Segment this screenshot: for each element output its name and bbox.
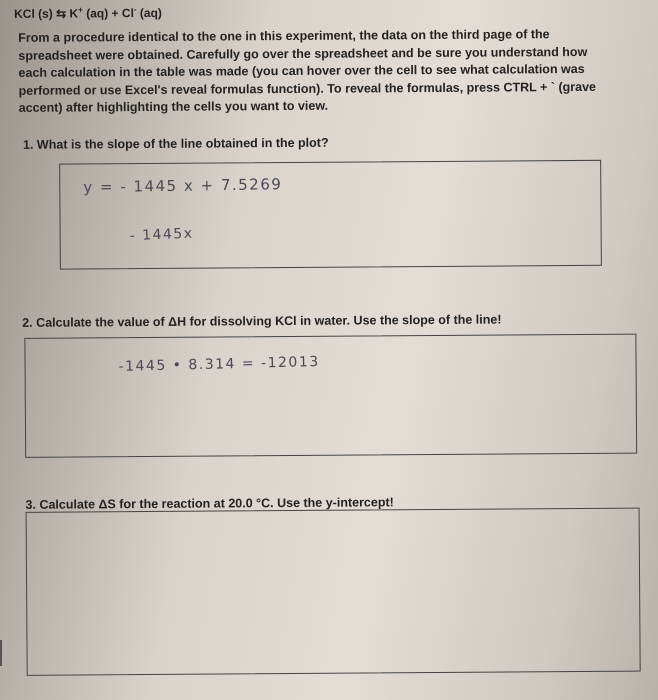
equation-reactant: KCl (s): [14, 6, 53, 21]
equation-chloride-state: (aq): [139, 5, 162, 21]
reaction-equation: [14, 5, 162, 21]
equilibrium-arrow-icon: ⇆: [56, 6, 67, 21]
question-1-prompt: 1. What is the slope of the line obtained in the plot?: [22, 135, 329, 152]
instructions-paragraph: From a procedure identical to the one in this experiment, the data on the third page of the spreadsheet were obtained. Carefully go over the spreadsheet and be sure you understand how each calculation in the table was made (you can hover over the cell to see what calculation was performed or use Excel's reveal formulas function). To reveal the formulas, press CTRL + ` (grave accent) after highlighting the cells you want to view.: [18, 27, 597, 115]
potassium-charge: +: [78, 5, 83, 15]
equation-chloride: (aq) + Cl: [86, 6, 134, 21]
answer-box-1: [59, 160, 602, 270]
answer-box-2: [24, 334, 637, 458]
equation-potassium: K: [69, 6, 79, 21]
answer-box-3: [26, 508, 641, 676]
question-2-prompt: 2. Calculate the value of ΔH for dissolving KCl in water. Use the slope of the line!: [22, 312, 502, 330]
handwritten-enthalpy-calc: -1445 • 8.314 = -12013: [118, 354, 320, 375]
handwritten-slope: - 1445x: [129, 225, 194, 245]
chloride-charge: -: [133, 5, 137, 15]
pen-mark: [0, 640, 12, 666]
question-3-prompt: 3. Calculate ΔS for the reaction at 20.0 °C. Use the y-intercept!: [25, 495, 394, 512]
handwritten-line-equation: y = - 1445 x + 7.5269: [83, 175, 283, 197]
